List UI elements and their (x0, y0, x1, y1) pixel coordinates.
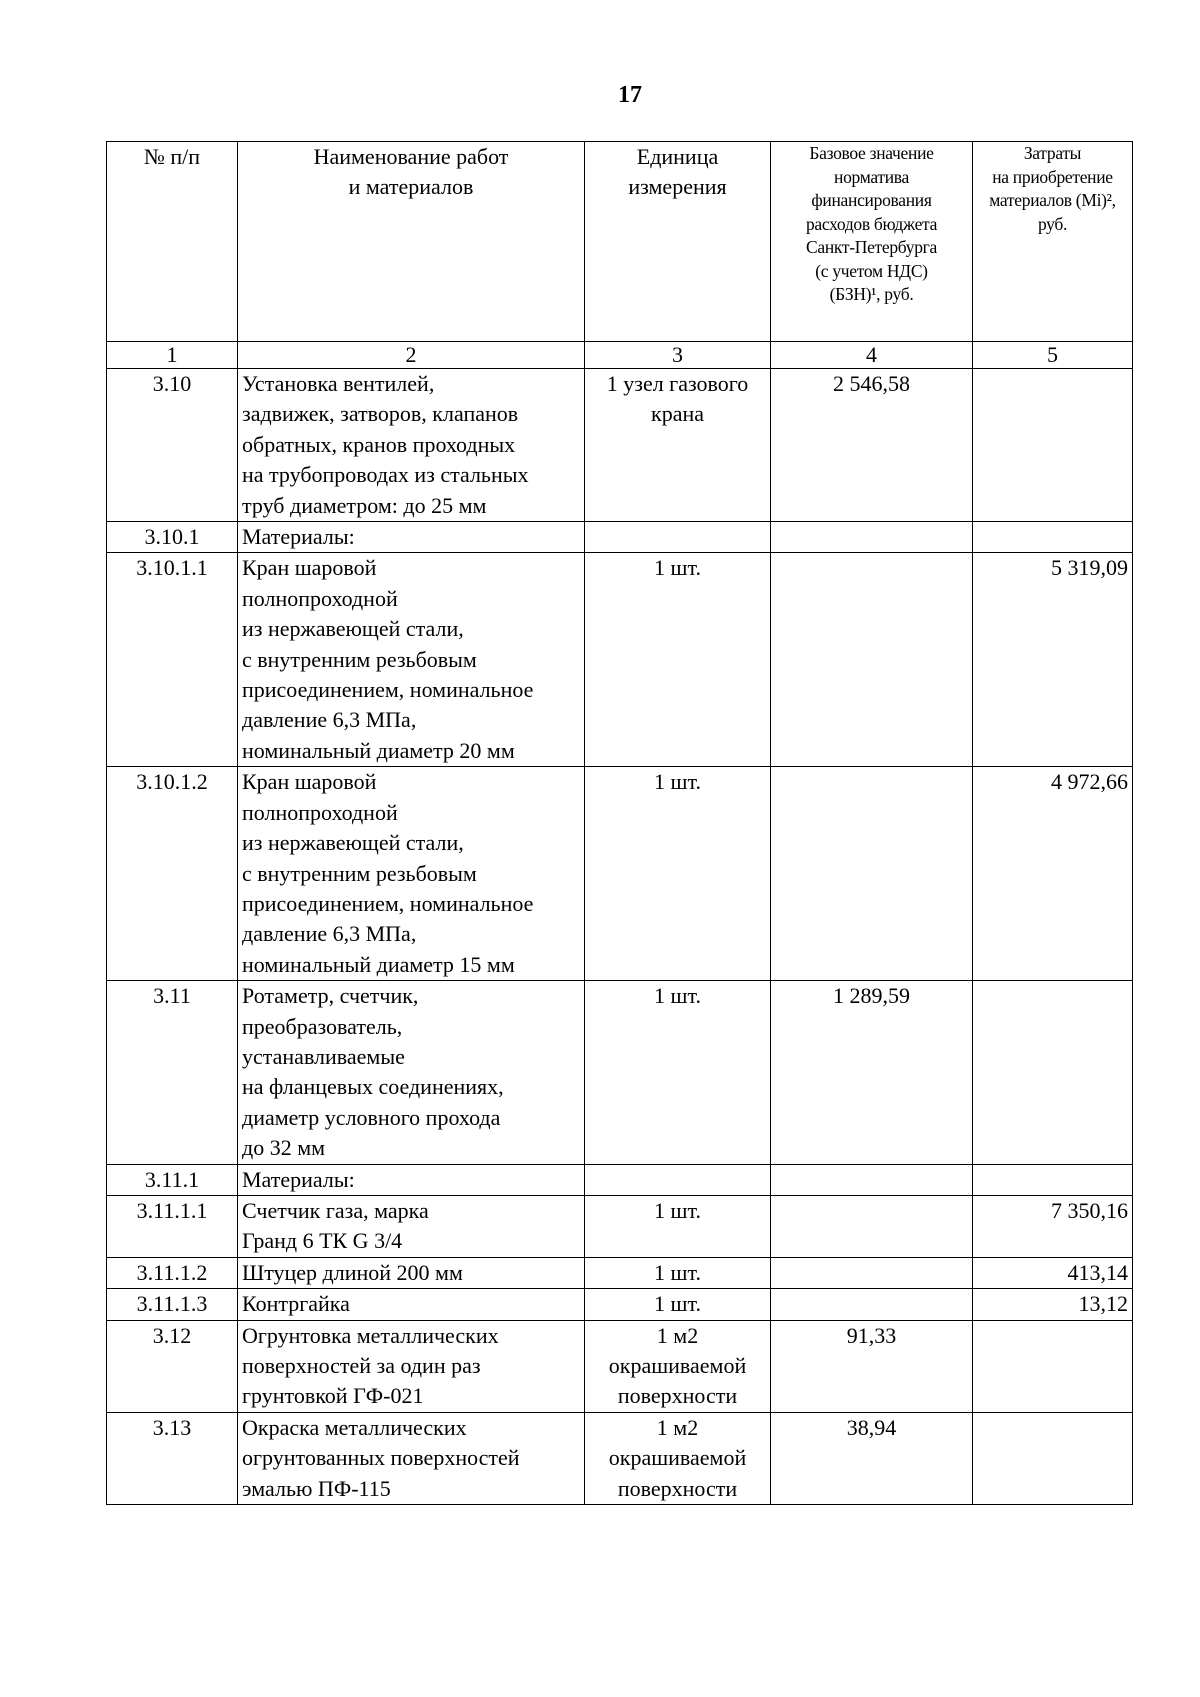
column-number: 5 (973, 342, 1133, 369)
row-base-value-cell: 2 546,58 (771, 369, 973, 522)
row-base-value-cell (771, 1289, 973, 1320)
row-unit-cell (585, 522, 771, 553)
column-number: 3 (585, 342, 771, 369)
row-number-cell: 3.10 (107, 369, 238, 522)
table-row (107, 1164, 1133, 1195)
norms-table (106, 141, 1133, 1505)
row-unit-cell: 1 м2 окрашиваемой поверхности (585, 1412, 771, 1504)
row-number-cell: 3.11.1.1 (107, 1195, 238, 1257)
row-unit-cell: 1 м2 окрашиваемой поверхности (585, 1320, 771, 1412)
header-unit: Единица измерения (585, 142, 771, 342)
row-number-cell: 3.11.1.2 (107, 1257, 238, 1288)
table-row (107, 1195, 1133, 1257)
row-materials-cost-cell (973, 1164, 1133, 1195)
row-base-value-cell (771, 1164, 973, 1195)
column-numbers-row (107, 342, 1133, 369)
row-number-cell: 3.10.1 (107, 522, 238, 553)
row-number-cell: 3.11 (107, 981, 238, 1164)
table-row (107, 522, 1133, 553)
row-base-value-cell: 1 289,59 (771, 981, 973, 1164)
row-number-cell: 3.11.1 (107, 1164, 238, 1195)
row-number-cell: 3.10.1.2 (107, 767, 238, 981)
table-row (107, 767, 1133, 981)
row-base-value-cell (771, 1195, 973, 1257)
table-row (107, 1412, 1133, 1504)
row-name-cell: Установка вентилей, задвижек, затворов, клапанов обратных, кранов проходных на трубопроводах из стальных труб диаметром: до 25 мм (238, 369, 585, 522)
column-number: 1 (107, 342, 238, 369)
row-unit-cell: 1 шт. (585, 767, 771, 981)
header-number: № п/п (107, 142, 238, 342)
row-number-cell: 3.12 (107, 1320, 238, 1412)
row-number-cell: 3.10.1.1 (107, 553, 238, 767)
row-materials-cost-cell (973, 1412, 1133, 1504)
row-materials-cost-cell (973, 522, 1133, 553)
table-row (107, 1320, 1133, 1412)
table-header-row (107, 142, 1133, 342)
row-materials-cost-cell: 5 319,09 (973, 553, 1133, 767)
row-base-value-cell (771, 522, 973, 553)
table-row (107, 369, 1133, 522)
row-materials-cost-cell (973, 1320, 1133, 1412)
row-name-cell: Счетчик газа, марка Гранд 6 ТК G 3/4 (238, 1195, 585, 1257)
page-number: 17 (618, 82, 642, 108)
row-materials-cost-cell: 13,12 (973, 1289, 1133, 1320)
row-name-cell: Ротаметр, счетчик, преобразователь, устанавливаемые на фланцевых соединениях, диаметр условного прохода до 32 мм (238, 981, 585, 1164)
table-row (107, 1257, 1133, 1288)
row-name-cell: Кран шаровой полнопроходной из нержавеющей стали, с внутренним резьбовым присоединением, номинальное давление 6,3 МПа, номинальный диаметр 15 мм (238, 767, 585, 981)
row-unit-cell: 1 шт. (585, 1257, 771, 1288)
row-unit-cell: 1 узел газового крана (585, 369, 771, 522)
row-materials-cost-cell (973, 981, 1133, 1164)
row-number-cell: 3.11.1.3 (107, 1289, 238, 1320)
row-materials-cost-cell: 413,14 (973, 1257, 1133, 1288)
row-name-cell: Кран шаровой полнопроходной из нержавеющей стали, с внутренним резьбовым присоединением, номинальное давление 6,3 МПа, номинальный диаметр 20 мм (238, 553, 585, 767)
table-row (107, 981, 1133, 1164)
row-unit-cell: 1 шт. (585, 1195, 771, 1257)
row-unit-cell: 1 шт. (585, 553, 771, 767)
table-row (107, 1289, 1133, 1320)
header-base-value: Базовое значение норматива финансирования расходов бюджета Санкт-Петербурга (с учетом НДС) (БЗН)¹, руб. (771, 142, 973, 342)
row-materials-cost-cell: 4 972,66 (973, 767, 1133, 981)
row-materials-cost-cell (973, 369, 1133, 522)
row-name-cell: Окраска металлических огрунтованных поверхностей эмалью ПФ-115 (238, 1412, 585, 1504)
row-name-cell: Контргайка (238, 1289, 585, 1320)
row-name-cell: Материалы: (238, 522, 585, 553)
row-base-value-cell (771, 553, 973, 767)
row-base-value-cell (771, 767, 973, 981)
header-name: Наименование работ и материалов (238, 142, 585, 342)
row-unit-cell: 1 шт. (585, 1289, 771, 1320)
row-name-cell: Штуцер длиной 200 мм (238, 1257, 585, 1288)
row-number-cell: 3.13 (107, 1412, 238, 1504)
row-name-cell: Материалы: (238, 1164, 585, 1195)
row-base-value-cell: 91,33 (771, 1320, 973, 1412)
row-name-cell: Огрунтовка металлических поверхностей за один раз грунтовкой ГФ-021 (238, 1320, 585, 1412)
column-number: 4 (771, 342, 973, 369)
row-base-value-cell (771, 1257, 973, 1288)
table-row (107, 553, 1133, 767)
row-unit-cell: 1 шт. (585, 981, 771, 1164)
row-unit-cell (585, 1164, 771, 1195)
header-materials-cost: Затраты на приобретение материалов (Mi)², руб. (973, 142, 1133, 342)
row-base-value-cell: 38,94 (771, 1412, 973, 1504)
column-number: 2 (238, 342, 585, 369)
row-materials-cost-cell: 7 350,16 (973, 1195, 1133, 1257)
